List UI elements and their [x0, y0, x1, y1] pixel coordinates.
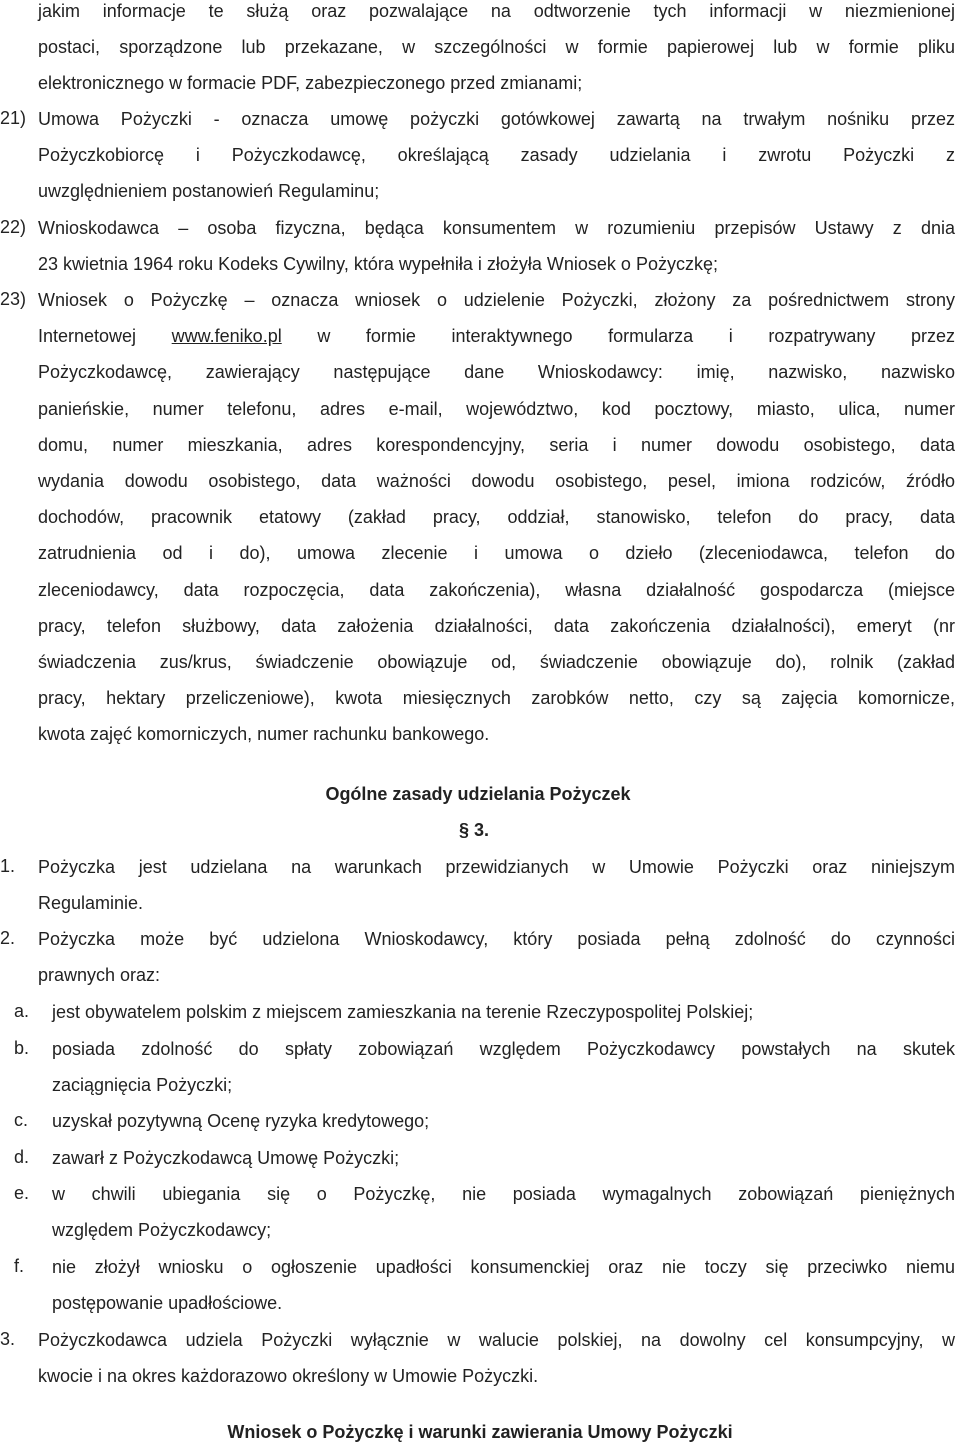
definition-number: 23) [0, 289, 27, 309]
text-line: jakim informacje te służą oraz pozwalające na odtworzenie tych informacji w niezmienionej [38, 1, 955, 21]
text-line: prawnych oraz: [38, 965, 161, 986]
text-line: Pożyczkobiorcę i Pożyczkodawcę, określającą zasady udzielania i zwrotu Pożyczki z [38, 145, 955, 166]
definition-number: 22) [0, 217, 27, 237]
item-number: 2. [0, 928, 16, 948]
text-line: Wniosek o Pożyczkę – oznacza wniosek o udzielenie Pożyczki, złożony za pośrednictwem strony [38, 290, 955, 310]
text-line: nie złożył wniosku o ogłoszenie upadłości konsumenckiej oraz nie toczy się przeciwko niemu [52, 1257, 955, 1277]
item-number: 1. [0, 856, 16, 876]
text-line: Regulaminie. [38, 893, 144, 914]
sub-item-letter: f. [14, 1256, 25, 1276]
text-line: uwzględnieniem postanowień Regulaminu; [38, 181, 380, 202]
text-line: domu, numer mieszkania, adres korespondencyjny, seria i numer dowodu osobistego, data [38, 434, 955, 455]
sub-item-e [14, 1183, 955, 1255]
text-line: Wnioskodawca – osoba fizyczna, będąca konsumentem w rozumieniu przepisów Ustawy z dnia [38, 218, 955, 238]
sub-item-f [14, 1256, 955, 1328]
next-section-heading: Wniosek o Pożyczkę i warunki zawierania Umowy Pożyczki [227, 1422, 733, 1442]
sub-item-letter: b. [14, 1038, 30, 1058]
definition-23 [0, 289, 955, 759]
text-line: zleceniodawcy, data rozpoczęcia, data zakończenia), własna działalność gospodarcza (miejsce [38, 579, 955, 600]
definition-number: 21) [0, 108, 27, 128]
text-line: elektronicznego w formacie PDF, zabezpieczonego przed zmianami; [38, 73, 583, 94]
text-line: względem Pożyczkodawcy; [52, 1220, 272, 1241]
text-line: kwocie i na okres każdorazowo określony w Umowie Pożyczki. [38, 1366, 539, 1387]
text-line: zatrudnienia od i do), umowa zlecenie i umowa o dzieło (zleceniodawca, telefon do [38, 543, 955, 564]
sub-item-letter: e. [14, 1183, 30, 1203]
list-item-2 [0, 928, 955, 1000]
text-line: zaciągnięcia Pożyczki; [52, 1075, 233, 1096]
sub-item-b [14, 1038, 955, 1110]
text-fragment: Internetowej [38, 326, 137, 347]
text-line: Umowa Pożyczki - oznacza umowę pożyczki gotówkowej zawartą na trwałym nośniku przez [38, 109, 955, 129]
text-line: zawarł z Pożyczkodawcą Umowę Pożyczki; [52, 1148, 400, 1168]
text-fragment: w formie interaktywnego formularza i rozpatrywany przez [317, 326, 955, 347]
text-line: jest obywatelem polskim z miejscem zamieszkania na terenie Rzeczypospolitej Polskiej; [52, 1002, 754, 1022]
text-line: uzyskał pozytywną Ocenę ryzyka kredytowego; [52, 1111, 430, 1131]
text-line-with-link [38, 325, 955, 361]
definition-21 [0, 108, 955, 217]
item-number: 3. [0, 1329, 16, 1349]
website-link[interactable]: www.feniko.pl [171, 326, 282, 347]
text-line: dochodów, pracownik etatowy (zakład pracy, oddział, stanowisko, telefon do pracy, data [38, 507, 955, 528]
text-line: panieńskie, numer telefonu, adres e-mail, województwo, kod pocztowy, miasto, ulica, numer [38, 398, 955, 419]
text-line: postaci, sporządzone lub przekazane, w szczególności w formie papierowej lub w formie pliku [38, 37, 955, 58]
definition-22 [0, 217, 955, 289]
sub-item-d [14, 1147, 955, 1183]
text-line: Pożyczkodawca udziela Pożyczki wyłącznie w walucie polskiej, na dowolny cel konsumpcyjny, w [38, 1330, 955, 1350]
text-line: postępowanie upadłościowe. [52, 1293, 283, 1314]
section-marker: § 3. [459, 820, 490, 840]
text-line: pracy, hektary przeliczeniowe), kwota miesięcznych zarobków netto, czy są zajęcia komornicze, [38, 688, 955, 709]
sub-item-c [14, 1110, 955, 1146]
sub-item-a [14, 1001, 955, 1037]
text-line: w chwili ubiegania się o Pożyczkę, nie posiada wymagalnych zobowiązań pieniężnych [52, 1184, 955, 1204]
text-line: wydania dowodu osobistego, data ważności dowodu osobistego, pesel, imiona rodziców, źródło [38, 470, 955, 491]
text-line: pracy, telefon służbowy, data założenia działalności, data zakończenia działalności), emeryt (nr [38, 615, 955, 636]
text-line: 23 kwietnia 1964 roku Kodeks Cywilny, która wypełniła i złożyła Wniosek o Pożyczkę; [38, 254, 718, 275]
text-line: kwota zajęć komorniczych, numer rachunku bankowego. [38, 724, 490, 745]
list-item-3 [0, 1329, 955, 1401]
section-heading: Ogólne zasady udzielania Pożyczek [325, 784, 631, 804]
intro-paragraph [38, 0, 955, 109]
sub-item-letter: d. [14, 1147, 30, 1167]
text-line: Pożyczka może być udzielona Wnioskodawcy, który posiada pełną zdolność do czynności [38, 929, 955, 949]
text-line: świadczenia zus/krus, świadczenie obowiązuje od, świadczenie obowiązuje do), rolnik (zakład [38, 651, 955, 672]
text-line: posiada zdolność do spłaty zobowiązań względem Pożyczkodawcy powstałych na skutek [52, 1039, 955, 1059]
text-line: Pożyczka jest udzielana na warunkach przewidzianych w Umowie Pożyczki oraz niniejszym [38, 857, 955, 877]
list-item-1 [0, 856, 955, 928]
sub-item-letter: a. [14, 1001, 30, 1021]
sub-item-letter: c. [14, 1110, 29, 1130]
text-line: Pożyczkodawcę, zawierający następujące dane Wnioskodawcy: imię, nazwisko, nazwisko [38, 362, 955, 383]
